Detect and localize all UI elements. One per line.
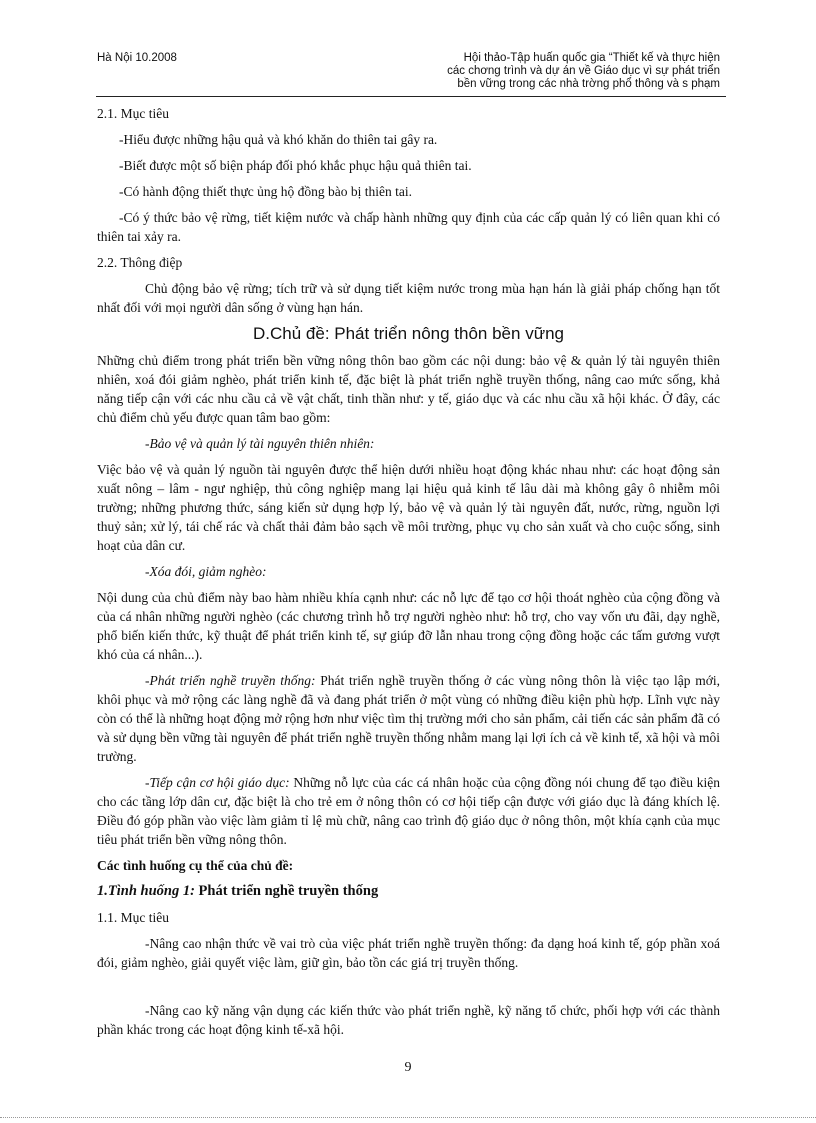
paragraph: Việc bảo vệ và quản lý nguồn tài nguyên được thể hiện dưới nhiều hoạt động khác nhau như: các hoạt động sản xuất nông – lâm - ngư nghiệp, thủ công nghiệp mang lại hiệu quả kinh tế lâu dài mà không gây ô nhiễm môi trường; những phương thức, sáng kiến sử dụng hợp lý, bảo vệ và quản lý tài nguyên đất, nước, rừng, nguồn lợi thuỷ sản; xử lý, tái chế rác và chất thải đảm bảo sạch về môi trường, phục vụ cho sản xuất và cho cuộc sống, sinh hoạt của dân cư. xyxy=(97,462,720,553)
header-line: bền vững trong các nhà trờng phổ thông và s phạm xyxy=(457,78,720,90)
list-item: -Nâng cao nhận thức về vai trò của việc phát triển nghề truyền thống: đa dạng hoá kinh tế, góp phần xoá đói, giảm nghèo, giải quyết việc làm, giữ gìn, bảo tồn các giá trị truyền thống. xyxy=(97,936,720,970)
list-item: -Có ý thức bảo vệ rừng, tiết kiệm nước và chấp hành những quy định của các cấp quản lý có liên quan khi có thiên tai xảy ra. xyxy=(97,210,720,244)
paragraph-text: Những nỗ lực của các cá nhân hoặc của cộng đồng nói chung để tạo điều kiện cho các tầng lớp dân cư, đặc biệt là cho trẻ em ở nông thôn có cơ hội tiếp cận được với giáo dục là đáng khích lệ. Điều đó góp phần vào việc làm giảm tỉ lệ mù chữ, nâng cao trình độ giáo dục ở nông thôn, một khía cạnh của mục tiêu phát triển bền vững nông thôn. xyxy=(97,775,720,847)
list-item: -Nâng cao kỹ năng vận dụng các kiến thức vào phát triển nghề, kỹ năng tổ chức, phối hợp với các thành phần khác trong các hoạt động kinh tế-xã hội. xyxy=(97,1003,720,1037)
paragraph-text: Phát triển nghề truyền thống ở các vùng nông thôn là việc tạo lập mới, khôi phục và mở rộng các làng nghề đã và đang phát triển ở một vùng có những điều kiện phù hợp. Lĩnh vực này còn có thể là những hoạt động mở rộng hơn như việc tìm thị trường mới cho sản phẩm, cải tiến các sản phẩm đã có và sử dụng bền vững tài nguyên để phát triển nghề truyền thống nhằm mang lại lợi ích cả về kinh tế, xã hội và môi trường. xyxy=(97,673,720,764)
subtopic-label: -Phát triển nghề truyền thống: xyxy=(145,673,316,688)
section-heading: 1.1. Mục tiêu xyxy=(97,910,169,925)
header-conference-title xyxy=(390,52,720,91)
subtopic-label: -Tiếp cận cơ hội giáo dục: xyxy=(145,775,290,790)
topic-heading: D.Chủ đề: Phát triển nông thôn bền vững xyxy=(253,324,564,343)
case-heading xyxy=(97,882,720,901)
case-title: Phát triển nghề truyền thống xyxy=(194,883,379,899)
footer-divider xyxy=(0,1117,816,1118)
paragraph xyxy=(97,671,720,766)
case-number: 1.Tình huống 1: xyxy=(97,883,195,899)
paragraph xyxy=(97,773,720,849)
header-divider xyxy=(96,96,726,97)
section-heading: Các tình huống cụ thể của chủ đề: xyxy=(97,858,294,873)
subtopic-label: -Xóa đói, giảm nghèo: xyxy=(145,564,267,579)
paragraph: Những chủ điểm trong phát triển bền vững nông thôn bao gồm các nội dung: bảo vệ & quản lý tài nguyên thiên nhiên, xoá đói giảm nghèo, phát triển kinh tế, đặc biệt là phát triển nghề truyền thống, nâng cao mức sống, khả năng tiếp cận với các nhu cầu cả về vật chất, tinh thần như: y tế, giáo dục và các nhu cầu xã hội khác. Ở đây, các chủ điểm chủ yếu được quan tâm bao gồm: xyxy=(97,353,720,425)
section-heading: 2.1. Mục tiêu xyxy=(97,106,169,121)
page-number: 9 xyxy=(404,1060,412,1075)
header-line: các chơng trình và dự án về Giáo dục vì sự phát triển xyxy=(447,65,720,77)
subtopic-label: -Bảo vệ và quản lý tài nguyên thiên nhiên: xyxy=(145,436,375,451)
paragraph: Nội dung của chủ điểm này bao hàm nhiều khía cạnh như: các nỗ lực để tạo cơ hội thoát nghèo của cộng đồng và của cá nhân những người nghèo (các chương trình hỗ trợ người nghèo như: hỗ trợ, cho vay vốn ưu đãi, dạy nghề, phổ biến kiến thức, kỹ thuật để phát triển kinh tế, sự giúp đỡ lẫn nhau trong cộng đồng hoặc các tấm gương vượt khó của cá nhân...). xyxy=(97,590,720,662)
paragraph: Chủ động bảo vệ rừng; tích trữ và sử dụng tiết kiệm nước trong mùa hạn hán là giải pháp chống hạn tốt nhất đối với mọi người dân sống ở vùng hạn hán. xyxy=(97,281,720,315)
spacer xyxy=(97,979,720,1001)
header-date: Hà Nội 10.2008 xyxy=(97,52,177,64)
section-heading: 2.2. Thông điệp xyxy=(97,255,183,270)
list-item: -Hiểu được những hậu quả và khó khăn do thiên tai gây ra. xyxy=(119,132,438,147)
header-line: Hội thảo-Tập huấn quốc gia “Thiết kế và thực hiện xyxy=(463,52,720,64)
list-item: -Có hành động thiết thực ủng hộ đồng bào bị thiên tai. xyxy=(119,184,413,199)
list-item: -Biết được một số biện pháp đối phó khắc phục hậu quả thiên tai. xyxy=(119,158,472,173)
document-body xyxy=(97,104,720,1046)
